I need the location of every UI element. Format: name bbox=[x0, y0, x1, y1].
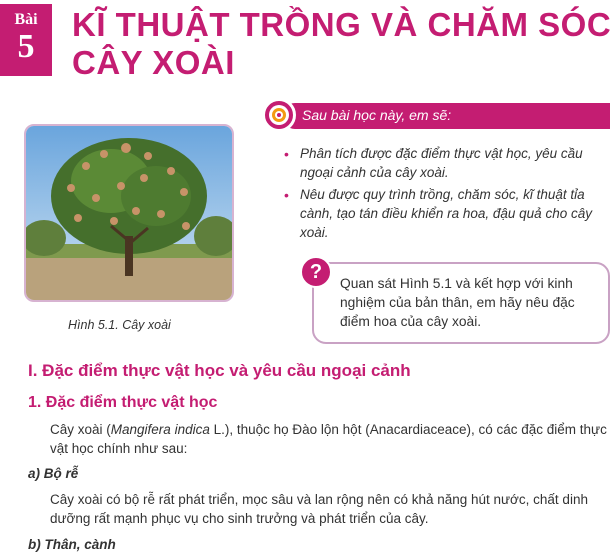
lesson-badge bbox=[0, 4, 52, 76]
intro-text-after: L.), thuộc họ Đào lộn hột (Anacardiaceace), có các đặc điểm thực vật học chính như sau: bbox=[50, 422, 607, 456]
objective-item: Phân tích được đặc điểm thực vật học, yêu cầu ngoại cảnh của cây xoài. bbox=[300, 146, 583, 180]
intro-paragraph bbox=[50, 420, 608, 458]
intro-text-before: Cây xoài ( bbox=[50, 422, 111, 437]
question-text: Quan sát Hình 5.1 và kết hợp với kinh nghiệm của bản thân, em hãy nêu đặc điểm hoa của cây xoài. bbox=[340, 276, 575, 329]
sub-heading-stem: b) Thân, cành bbox=[28, 537, 116, 552]
question-icon: ? bbox=[300, 256, 332, 288]
lesson-badge-number: 5 bbox=[17, 28, 35, 65]
lesson-badge-word: Bài bbox=[14, 11, 38, 28]
bullet-icon: • bbox=[284, 146, 289, 162]
section-heading: I. Đặc điểm thực vật học và yêu cầu ngoại cảnh bbox=[28, 361, 411, 380]
target-icon bbox=[262, 98, 296, 132]
mango-tree-photo bbox=[24, 124, 234, 302]
objective-item: Nêu được quy trình trồng, chăm sóc, kĩ thuật tỉa cành, tạo tán điều khiển ra hoa, đậu quả cho cây xoài. bbox=[300, 187, 592, 240]
latin-name: Mangifera indica bbox=[110, 422, 210, 437]
objectives-heading: Sau bài học này, em sẽ: bbox=[302, 107, 452, 123]
figure-caption: Hình 5.1. Cây xoài bbox=[68, 318, 171, 332]
bullet-icon: • bbox=[284, 187, 289, 203]
subsection-heading: 1. Đặc điểm thực vật học bbox=[28, 394, 218, 411]
roots-paragraph: Cây xoài có bộ rễ rất phát triển, mọc sâu và lan rộng nên có khả năng hút nước, chất dinh dưỡng rất mạnh phục vụ cho sinh trưởng và phát triển của cây. bbox=[50, 492, 588, 526]
sub-heading-roots: a) Bộ rễ bbox=[28, 466, 79, 481]
lesson-title: KĨ THUẬT TRỒNG VÀ CHĂM SÓC CÂY XOÀI bbox=[72, 6, 612, 81]
